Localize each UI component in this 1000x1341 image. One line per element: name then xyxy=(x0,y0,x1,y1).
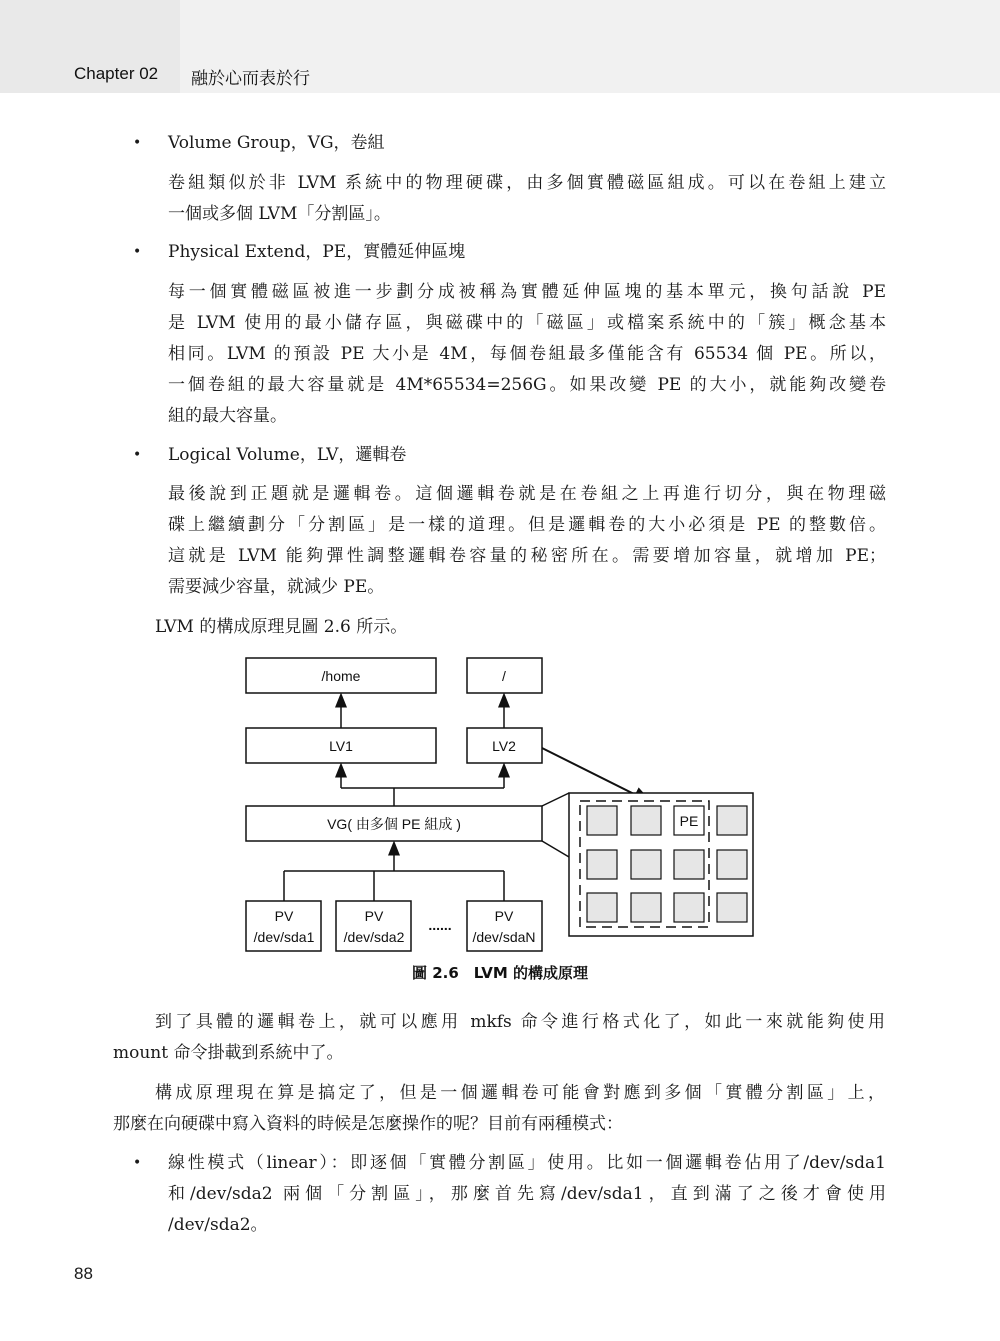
pe-cell xyxy=(717,806,747,835)
section-text-line: 是 LVM 使用的最小儲存區，與磁碟中的「磁區」或檔案系統中的「簇」概念基本 xyxy=(168,313,886,333)
section-text-line: 組的最大容量。 xyxy=(168,406,287,426)
pv2-device: /dev/sda2 xyxy=(343,929,405,945)
pvn-device: /dev/sdaN xyxy=(472,929,536,945)
section-text-line: 最後說到正題就是邏輯卷。這個邏輯卷就是在卷組之上再進行切分，與在物理磁 xyxy=(168,484,886,504)
section-text-line: 相同。LVM 的預設 PE 大小是 4M，每個卷組最多僅能含有 65534 個 PE。所以， xyxy=(168,344,886,364)
mode-text-line: 線性模式（linear）：即逐個「實體分割區」使用。比如一個邏輯卷佔用了/dev/sda1 xyxy=(168,1153,886,1173)
page-number: 88 xyxy=(74,1264,93,1283)
figure-caption: 圖 2.6 LVM 的構成原理 xyxy=(411,964,589,982)
bullet-marker: • xyxy=(133,244,142,260)
figure-intro: LVM 的構成原理見圖 2.6 所示。 xyxy=(155,617,408,637)
pe-cell xyxy=(587,850,617,879)
bullet-marker: • xyxy=(133,1155,142,1171)
pv1-device: /dev/sda1 xyxy=(253,929,315,945)
vg-label: VG( 由多個 PE 組成 ) xyxy=(327,816,461,832)
section-text-line: 每一個實體磁區被進一步劃分成被稱為實體延伸區塊的基本單元，換句話說 PE xyxy=(168,282,886,302)
ellipsis-label: ...... xyxy=(428,917,452,933)
pe-cell xyxy=(717,893,747,922)
section-text-line: 碟上繼續劃分「分割區」是一樣的道理。但是邏輯卷的大小必須是 PE 的整數倍。 xyxy=(168,515,886,535)
paragraph-line: mount 命令掛載到系統中了。 xyxy=(113,1043,344,1063)
pe-cell xyxy=(587,893,617,922)
pe-cell xyxy=(674,850,704,879)
section-heading: Logical Volume，LV，邏輯卷 xyxy=(168,445,407,465)
pvn-title: PV xyxy=(494,908,514,924)
section-heading: Physical Extend，PE，實體延伸區塊 xyxy=(168,242,466,262)
section-text-line: 一個或多個 LVM「分割區」。 xyxy=(168,204,391,224)
paragraph-line: 到了具體的邏輯卷上，就可以應用 mkfs 命令進行格式化了，如此一來就能夠使用 xyxy=(155,1012,885,1032)
arrow-lv2-pe xyxy=(542,748,644,799)
mode-text-line: /dev/sda2。 xyxy=(168,1215,268,1235)
pe-cell xyxy=(587,806,617,835)
home-label: /home xyxy=(321,668,361,684)
section-text-line: 這就是 LVM 能夠彈性調整邏輯卷容量的秘密所在。需要增加容量，就增加 PE； xyxy=(168,546,886,566)
pe-cell xyxy=(674,893,704,922)
bullet-marker: • xyxy=(133,135,142,151)
zoom-line-top xyxy=(542,793,569,806)
pe-cell xyxy=(631,850,661,879)
bullet-marker: • xyxy=(133,447,142,463)
zoom-line-bottom xyxy=(542,841,569,857)
section-heading: Volume Group，VG，卷組 xyxy=(168,133,385,153)
pv1-title: PV xyxy=(274,908,294,924)
section-text-line: 一個卷組的最大容量就是 4M*65534=256G。如果改變 PE 的大小，就能夠改變卷 xyxy=(168,375,886,395)
pe-cell xyxy=(717,850,747,879)
chapter-title: 融於心而表於行 xyxy=(191,69,310,89)
pe-cell xyxy=(631,806,661,835)
chapter-label: Chapter 02 xyxy=(74,64,159,83)
lv2-label: LV2 xyxy=(492,738,516,754)
mode-text-line: 和/dev/sda2 兩個「分割區」，那麼首先寫/dev/sda1，直到滿了之後才會使用 xyxy=(168,1184,886,1204)
lv1-label: LV1 xyxy=(329,738,353,754)
section-text-line: 需要減少容量，就減少 PE。 xyxy=(168,577,385,597)
paragraph-line: 構成原理現在算是搞定了，但是一個邏輯卷可能會對應到多個「實體分割區」上， xyxy=(155,1083,885,1103)
section-text-line: 卷組類似於非 LVM 系統中的物理硬碟，由多個實體磁區組成。可以在卷組上建立 xyxy=(168,173,886,193)
paragraph-line: 那麼在向硬碟中寫入資料的時候是怎麼操作的呢？目前有兩種模式： xyxy=(113,1114,623,1134)
root-label: / xyxy=(502,668,506,684)
pe-cell xyxy=(631,893,661,922)
pv2-title: PV xyxy=(364,908,384,924)
pe-label: PE xyxy=(679,813,699,829)
